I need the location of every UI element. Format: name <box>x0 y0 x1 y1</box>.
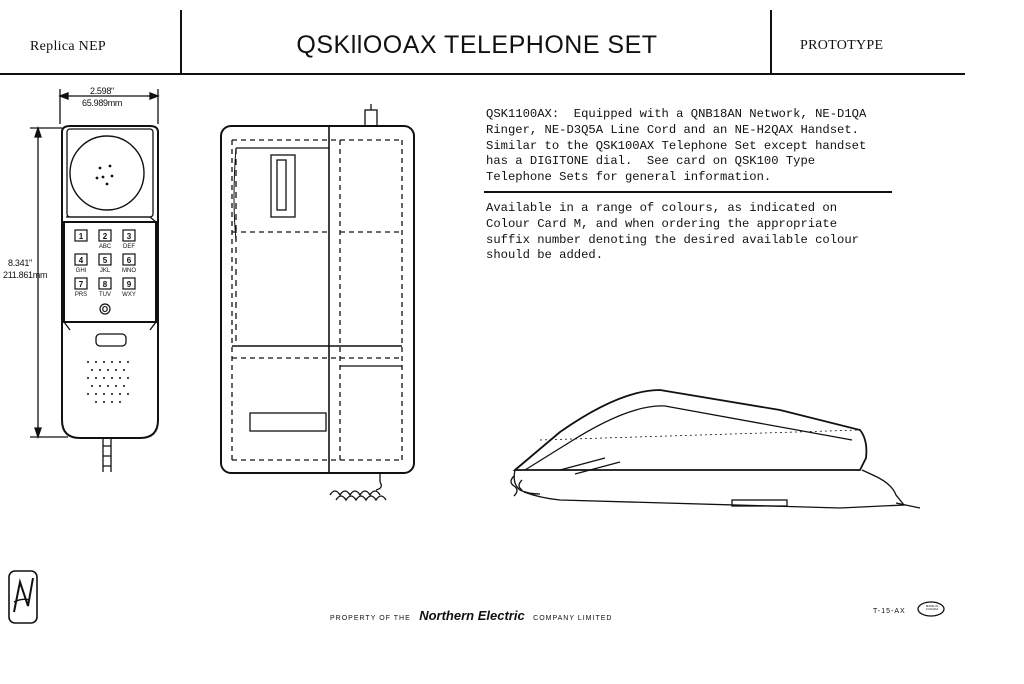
keypad-key-letters: JKL <box>99 268 111 274</box>
keypad-key-number: 6 <box>126 256 132 265</box>
keypad-key-letters: DEF <box>123 244 135 250</box>
card-code: T-15-AX <box>873 608 906 615</box>
footer-company-limited: COMPANY LIMITED <box>533 615 613 622</box>
keypad-key-7 <box>75 278 87 298</box>
keypad-key-number: 9 <box>126 280 132 289</box>
keypad-key-number: 2 <box>102 232 108 241</box>
footer-company-name: Northern Electric <box>419 608 525 623</box>
header-right-label: PROTOTYPE <box>800 38 884 53</box>
keypad <box>75 230 137 314</box>
keypad-key-letters: TUV <box>99 292 111 298</box>
northern-electric-logo <box>9 571 37 623</box>
keypad-key-5 <box>99 254 111 274</box>
keypad-key-O <box>100 304 110 314</box>
keypad-key-3 <box>123 230 135 250</box>
keypad-key-number: 1 <box>78 232 84 241</box>
keypad-key-9 <box>122 278 136 298</box>
width-dimension: 2.598" <box>90 86 114 96</box>
keypad-key-letters: PRS <box>74 292 88 298</box>
description-text: QSK1100AX: Equipped with a QNB18AN Network, NE-D1QA Ringer, NE-D3Q5A Line Cord and an NE-H2QAX Handset. Similar to the QSK100AX Telephone Set except handset has a DIGITONE dial. See card on QSK100 Type Telephone Sets for general information. <box>486 107 867 185</box>
footer-property-of: PROPERTY OF THE <box>330 615 411 622</box>
height-mm-dimension: 211.861mm <box>3 270 48 280</box>
keypad-key-number: 7 <box>78 280 84 289</box>
keypad-key-4 <box>75 254 87 274</box>
availability-text: Available in a range of colours, as indicated on Colour Card M, and when ordering the appropriate suffix number denoting the desired available colour should be added. <box>486 201 859 263</box>
keypad-key-1 <box>75 230 87 241</box>
keypad-key-letters: MNO <box>122 268 136 274</box>
keypad-key-number: 8 <box>102 280 108 289</box>
keypad-key-8 <box>99 278 111 298</box>
keypad-key-6 <box>122 254 136 274</box>
keypad-key-letters: ABC <box>98 244 112 250</box>
phone-perspective-view <box>511 390 920 508</box>
height-dimension: 8.341" <box>8 258 32 268</box>
keypad-key-number: 4 <box>78 256 84 265</box>
phone-side-view <box>221 104 414 500</box>
width-dimension-line <box>60 89 158 124</box>
header-left-label: Replica NEP <box>30 39 107 54</box>
width-mm-dimension: 65.989mm <box>82 98 123 108</box>
keypad-key-number: 5 <box>102 256 108 265</box>
keypad-key-number: 3 <box>126 232 132 241</box>
keypad-key-number: O <box>101 305 109 314</box>
stamp-text: MADE IN CANADA <box>925 605 939 611</box>
page-title: QSKllOOAX TELEPHONE SET <box>296 31 658 59</box>
keypad-key-2 <box>99 230 112 250</box>
handset-front-view <box>62 126 158 472</box>
keypad-key-letters: WXY <box>122 292 136 298</box>
footer-credit <box>330 607 612 625</box>
keypad-key-letters: GHI <box>75 268 87 274</box>
